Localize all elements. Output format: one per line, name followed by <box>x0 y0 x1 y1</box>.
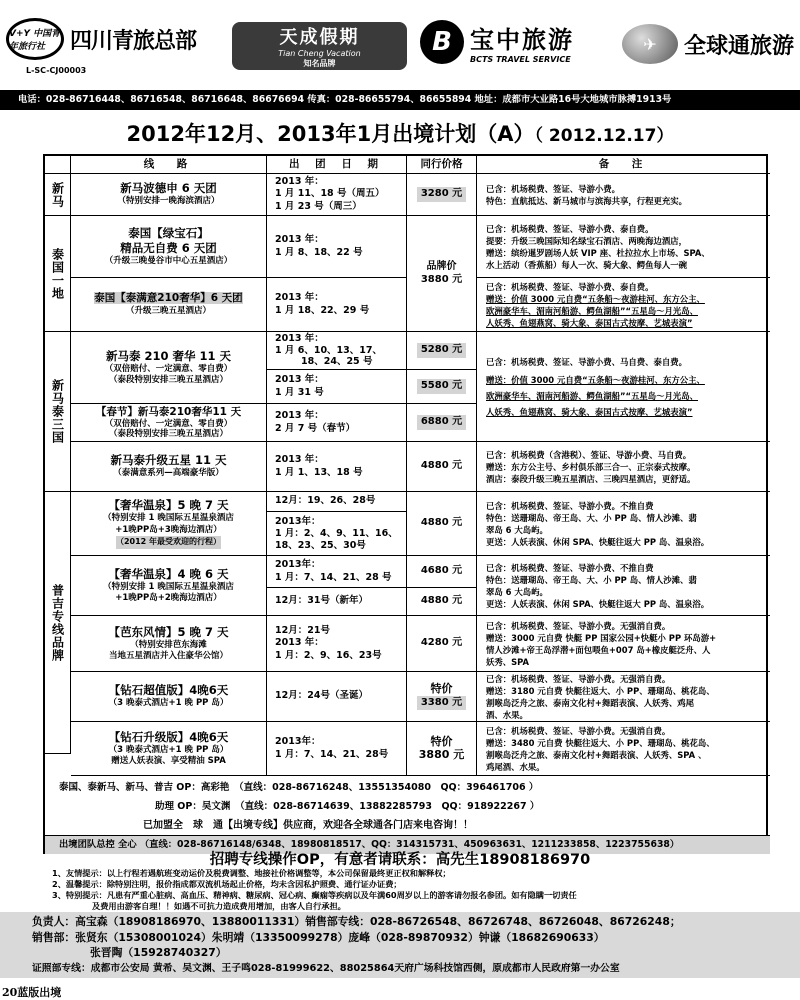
route-sub: （特别安排 1 晚国际五星温泉酒店 <box>103 581 234 592</box>
title-main: 2012年12月、2013年1月出境计划（A） <box>126 122 535 146</box>
note-line: 更送：人妖表演、休闲 SPA、快艇往返大 PP 岛、温泉浴。 <box>486 598 710 609</box>
date-cell <box>267 588 407 616</box>
price: 5580 元 <box>417 379 466 394</box>
date-cell <box>267 512 407 556</box>
logo-name: 全球通旅游 <box>684 33 795 59</box>
date-line: 12月：24号（圣诞） <box>275 690 368 702</box>
price: 4880 元 <box>420 460 463 472</box>
note-line: 已含：机场税费、签证、导游小费。无强消自费。 <box>486 725 671 736</box>
price-cell <box>407 174 477 216</box>
date-cell <box>267 370 407 404</box>
price-label: 品牌价 <box>426 261 457 272</box>
route-name: 泰国【泰满意210奢华】6 天团 <box>94 292 243 305</box>
date-line: 2013 年： <box>275 175 324 187</box>
page-number: 20蓝版出境 <box>2 986 62 999</box>
date-line: 2013 年： <box>275 333 324 345</box>
table-row <box>71 404 267 442</box>
logo-name: 宝中旅游 <box>470 26 574 54</box>
note-line: 已含：机场税费、签证、导游小费。不推自费 <box>486 500 654 511</box>
route-sub: +1晚PP岛+3晚海边酒店） <box>115 524 222 535</box>
route-name-2: 精品无自费 6 天团 <box>120 240 217 255</box>
route-name: 新马泰 210 奢华 11 天 <box>105 348 232 363</box>
route-sub: （双倍赔付、一定满意、零自费） <box>104 363 233 374</box>
route-sub: （特别安排芭东海滩 <box>130 639 207 650</box>
table-row <box>71 332 267 404</box>
date-line: 1 月 11、18 号（周五） <box>275 188 385 200</box>
note-line: 欧洲豪华车、湄南河船游、鳄鱼湖船”“五星岛～月光岛、 <box>486 305 699 316</box>
note-line: 已含：机场税费、签证、导游小费、泰自费。 <box>486 223 654 234</box>
logo-sichuan-youth <box>6 18 197 75</box>
route-sub: 赠送人妖表演、享受精油 SPA <box>111 756 226 766</box>
date-line: 1 月：7、14、21、28 号 <box>275 571 392 583</box>
date-line: 2013年： <box>275 515 321 527</box>
note-line: 特色：送珊瑚岛、帝王岛、大、小 PP 岛、情人沙滩、翡 <box>486 574 697 585</box>
route-sub: （升级三晚五星酒店） <box>125 306 211 317</box>
tip-line: 及费用由游客自理！！如遇不可抗力造成费用增加，由客人自行承担。 <box>92 901 346 911</box>
note-line: 赠送：3180 元自费 快艇往返大、小 PP、珊瑚岛、桃花岛、 <box>486 685 715 696</box>
date-line: 18、24、25 号 <box>301 356 373 368</box>
route-name: 新马波德申 6 天团 <box>120 181 217 196</box>
note-line: 已含：机场税费、签证、导游小费。无强消自费。 <box>486 620 671 631</box>
date-line: 2013 年： <box>275 637 324 649</box>
price: 4680 元 <box>420 565 463 577</box>
table-row <box>71 556 267 616</box>
date-line: 1 月 18、22、29 号 <box>275 304 370 316</box>
note-line: 已含：机场税费、签证、导游小费、马自费、泰自费。 <box>486 356 687 367</box>
highlight-badge: （2012 年最受欢迎的行程） <box>116 536 221 549</box>
note-line: 已含：机场税费、签证、导游小费、不推自费 <box>486 562 654 573</box>
date-line: 2013年： <box>275 736 321 747</box>
note-cell <box>477 556 770 616</box>
date-line: 1 月 6、10、13、17、 <box>275 344 382 356</box>
tip-line: 3、特别提示：凡患有严重心脏病、高血压、精神病、糖尿病、冠心病、癫痫等疾病以及年满60周岁以上的游客请勿报名参团。如有隐瞒一切责任 <box>52 890 577 900</box>
price: 3880 元 <box>418 747 465 761</box>
date-line: 12月：31号（新年） <box>275 595 368 607</box>
note-line: 已含：机场税费、签证、导游小费。无强消自费。 <box>486 673 671 684</box>
date-line: 1 月 8、18、22 号 <box>275 246 363 258</box>
price: 6880 元 <box>417 415 466 430</box>
price: 5280 元 <box>417 343 466 358</box>
airplane-globe-icon: ✈ <box>622 24 678 64</box>
note-cell <box>477 722 770 776</box>
route-sub: 当地五星酒店并入住豪华公馆） <box>108 651 228 661</box>
logo-mark: B <box>420 20 464 64</box>
region-thailand: 泰国一地 <box>45 216 71 332</box>
price-label: 特价 <box>430 682 453 695</box>
logo-tag: 知名品牌 <box>303 59 336 68</box>
note-line: 情人沙滩+帝王岛浮潜+面包喂鱼+007 岛+橡皮艇泛舟、人 <box>486 644 711 655</box>
price: 3280 元 <box>417 187 466 202</box>
route-sub: （泰段特别安排三晚五星酒店） <box>108 375 228 385</box>
page-title <box>0 118 800 148</box>
date-line: 1 月：2、4、9、11、16、 <box>275 527 398 539</box>
date-line: 2013 年： <box>275 292 324 303</box>
header-date: 出 团 日 期 <box>267 156 407 174</box>
contact-bar: 电话：028-86716448、86716548、86716648、86676694 传真：028-86655794、86655894 地址：成都市大业路16号大地城市脉搏1913号 <box>0 90 800 110</box>
note-line: 割喉岛泛舟之旅、泰南文化村+舞蹈表演、人妖秀、鸡尾 <box>486 697 695 708</box>
note-cell <box>477 616 770 672</box>
note-line: 酒、水果。 <box>486 709 528 720</box>
date-cell <box>267 174 407 216</box>
route-name: 【芭东风情】5 晚 7 天 <box>108 624 229 639</box>
note-line: 人妖秀、鱼翅燕窝、骑大象、泰国古式按摩、艺城表演” <box>486 317 693 328</box>
price-cell <box>407 556 477 588</box>
footer-line: 张晋陶（15928740327） <box>90 946 227 959</box>
route-sub: （双倍赔付、一定满意、零自费） <box>104 419 233 429</box>
price-cell <box>407 404 477 442</box>
op-contacts <box>45 776 770 836</box>
date-line: 2013 年： <box>275 454 324 465</box>
note-line: 赠送：价值 3000 元自费“五条船～夜游桂河、东方公主、 <box>486 374 705 385</box>
route-sub: +1晚PP岛+2晚海边酒店） <box>115 593 222 603</box>
note-line: 水上活动（香蕉船）每人一次、骑大象、鳄鱼每人一碗 <box>486 259 687 270</box>
note-cell <box>477 672 770 722</box>
note-line: 鸡尾酒、水果。 <box>486 761 545 772</box>
region-xmt: 新马泰三国 <box>45 332 71 492</box>
note-line: 人妖秀、鱼翅燕窝、骑大象、泰国古式按摩、艺城表演” <box>486 406 693 417</box>
date-cell <box>267 492 407 512</box>
title-date: （ 2012.12.17） <box>534 126 674 146</box>
note-line: 赠送：价值 3000 元自费“五条船～夜游桂河、东方公主、 <box>486 293 705 304</box>
logo-name: 四川青旅总部 <box>70 28 197 54</box>
route-name: 【春节】新马泰210奢华11 天 <box>95 406 242 418</box>
footer-contacts <box>0 912 800 978</box>
table-row <box>71 672 267 722</box>
note-line: 已含：机场税费、签证、导游小费、泰自费。 <box>486 281 654 292</box>
route-name: 【奢华温泉】5 晚 7 天 <box>108 498 229 513</box>
footer-line: 证照部专线：成都市公安局 黄希、吴文渊、王子鸣028-81999622、88025864天府广场科技馆西侧，原成都市人民政府第一办公室 <box>32 962 620 974</box>
note-line: 提要：升级三晚国际知名绿宝石酒店、两晚海边酒店， <box>486 235 687 246</box>
date-line: 2013 年： <box>275 410 324 421</box>
route-name: 泰国【绿宝石】 <box>128 225 209 240</box>
route-sub: （特别安排一晚海滨酒店） <box>117 196 220 207</box>
date-line: 1 月：7、14、21、28号 <box>275 748 389 760</box>
note-line: 翠岛 6 大岛屿。 <box>486 524 548 535</box>
price-cell <box>407 616 477 672</box>
footer-line: 负责人：高宝森（18908186970、13880011331）销售部专线：028-86726548、86726748、86726048、86726248； <box>32 915 681 928</box>
tip-line: 1、友情提示：以上行程若遇航班变动运价及税费调整、地接社价格调整等，本公司保留最终更正权和解释权； <box>52 868 451 878</box>
price: 4880 元 <box>420 517 463 529</box>
header-notes: 备 注 <box>477 156 770 174</box>
note-cell <box>477 216 770 278</box>
date-line: 1 月：2、9、16、23号 <box>275 649 382 661</box>
price-label: 特价 <box>430 735 453 748</box>
note-line: 欧洲豪华车、湄南河船游、鳄鱼湖船”“五星岛～月光岛、 <box>486 390 699 401</box>
header-price: 同行价格 <box>407 156 477 174</box>
op-line: 泰国、泰新马、新马、普吉 OP：高彩艳 （直线：028-86716248、13551354080 QQ：396461706 ） <box>59 782 539 793</box>
date-cell <box>267 216 407 278</box>
note-cell <box>477 278 770 332</box>
price-cell <box>407 216 477 332</box>
header-route: 线 路 <box>71 156 267 174</box>
date-line: 2 月 7 号（春节） <box>275 422 356 434</box>
logo-mark: V+Y 中国青年旅行社 <box>6 18 64 60</box>
price: 3880 元 <box>420 273 463 285</box>
note-line: 赠送：东方公主号、乡村俱乐部三合一、正宗泰式按摩。 <box>486 461 696 472</box>
price: 4280 元 <box>420 637 463 649</box>
date-cell <box>267 616 407 672</box>
note-line: 妖秀、SPA <box>486 656 530 667</box>
date-line: 2013年： <box>275 559 321 570</box>
date-cell <box>267 672 407 722</box>
table-row <box>71 616 267 672</box>
date-line: 1 月 1、13、18 号 <box>275 466 363 478</box>
price-cell <box>407 722 477 776</box>
note-line: 酒店：泰段升级三晚五星酒店、三晚四星酒店，更舒适。 <box>486 473 696 484</box>
note-line: 已含：机场税费（含港税）、签证、导游小费、马自费。 <box>486 449 692 460</box>
logo-quanqiutong <box>622 24 794 64</box>
date-line: 12月：21号 <box>275 624 330 636</box>
note-cell <box>477 174 770 216</box>
table-row <box>71 278 267 332</box>
op-line: 助理 OP：吴文渊 （直线：028-86714639、13882285793 QQ：918922267 ） <box>155 801 540 812</box>
tour-table <box>43 154 768 854</box>
recruit-line: 招聘专线操作OP，有意者请联系：高先生18908186970 <box>209 852 591 868</box>
logo-tiancheng <box>232 22 407 70</box>
note-line: 赠送：3480 元自费 快艇往返大、小 PP、珊瑚岛、桃花岛、 <box>486 737 715 748</box>
region-phuket: 普吉专线品牌 <box>45 492 71 754</box>
tip-line: 2、温馨提示：除特别注明，报价指成都双流机场起止价格，均未含因私护照费、通行证办证费； <box>52 879 402 889</box>
route-sub: （升级三晚曼谷市中心五星酒店） <box>104 255 233 266</box>
date-cell <box>267 442 407 492</box>
license-code: L-SC-CJ00003 <box>26 66 87 75</box>
price-cell <box>407 588 477 616</box>
logo-baozhong <box>420 20 574 64</box>
date-line: 18、23、25、30号 <box>275 539 366 551</box>
date-line: 2013 年： <box>275 234 324 245</box>
table-row <box>71 722 267 776</box>
note-line: 赠送：缤纷暹罗剧场人妖 VIP 座、杜拉拉水上市场、SPA、 <box>486 247 710 258</box>
note-line: 翠岛 6 大岛屿。 <box>486 586 548 597</box>
price: 4880 元 <box>420 595 463 607</box>
route-name: 【奢华温泉】4 晚 6 天 <box>108 566 229 581</box>
route-name: 新马泰升级五星 11 天 <box>110 453 227 468</box>
date-cell <box>267 278 407 332</box>
op-line: 已加盟全 球 通【出境专线】供应商，欢迎各全球通各门店来电咨询！！ <box>143 820 473 831</box>
table-row <box>71 492 267 556</box>
price: 3380 元 <box>417 696 466 711</box>
route-sub: （3 晚泰式酒店+1 晚 PP 岛） <box>108 744 229 755</box>
note-cell <box>477 442 770 492</box>
table-row <box>71 174 267 216</box>
region-xinma: 新马 <box>45 174 71 216</box>
route-sub: （3 晚泰式酒店+1 晚 PP 岛） <box>108 698 229 709</box>
footer-line: 销售部：张贤东（15308001024）朱明靖（13350099278）庞峰（028-89870932）钟谦（18682690633） <box>32 930 605 944</box>
table-row <box>71 216 267 278</box>
date-line: 1 月 23 号（周三） <box>275 200 362 212</box>
date-line: 12月：19、26、28号 <box>275 495 376 507</box>
note-line: 特色：直航抵达、新马城市与滨海共享，行程更充实。 <box>486 195 687 206</box>
logo-en: BCTS TRAVEL SERVICE <box>470 55 571 64</box>
note-cell <box>477 332 770 442</box>
price-cell <box>407 370 477 404</box>
op-control-line: 出境团队总控 全心 （直线：028-86716148/6348、18980818517、QQ：314315731、450963631、1211233858、1223755638） <box>45 836 770 854</box>
date-cell <box>267 556 407 588</box>
date-cell <box>267 722 407 776</box>
price-cell <box>407 442 477 492</box>
date-line: 2013 年： <box>275 374 324 385</box>
logo-en: Tian Cheng Vacation <box>278 49 361 58</box>
note-line: 已含：机场税费、签证、导游小费。 <box>486 183 620 194</box>
route-name: 【钻石升级版】4晚6天 <box>108 729 229 744</box>
logo-name: 天成假期 <box>279 27 360 48</box>
route-name: 【钻石超值版】4晚6天 <box>108 683 229 698</box>
price-cell <box>407 492 477 556</box>
route-sub: （特别安排 1 晚国际五星温泉酒店 <box>103 513 234 524</box>
date-cell <box>267 404 407 442</box>
note-line: 割喉岛泛舟之旅、泰南文化村+舞蹈表演、人妖秀、SPA 、 <box>486 749 707 760</box>
route-sub: （泰满意系列—高端豪华版） <box>113 468 224 479</box>
note-line: 赠送：3000 元自费 快艇 PP 国家公园+快艇小 PP 环岛游+ <box>486 632 717 643</box>
note-line: 特色：送珊瑚岛、帝王岛、大、小 PP 岛、情人沙滩、翡 <box>486 512 697 523</box>
logo-bar <box>0 0 800 82</box>
route-sub: （泰段特别安排三晚五星酒店） <box>108 429 228 439</box>
tips <box>52 868 772 912</box>
price-cell <box>407 672 477 722</box>
date-cell <box>267 332 407 370</box>
note-line: 更送：人妖表演、休闲 SPA、快艇往返大 PP 岛、温泉浴。 <box>486 536 710 547</box>
price-cell <box>407 332 477 370</box>
note-cell <box>477 492 770 556</box>
table-row <box>71 442 267 492</box>
date-line: 1 月 31 号 <box>275 386 324 398</box>
